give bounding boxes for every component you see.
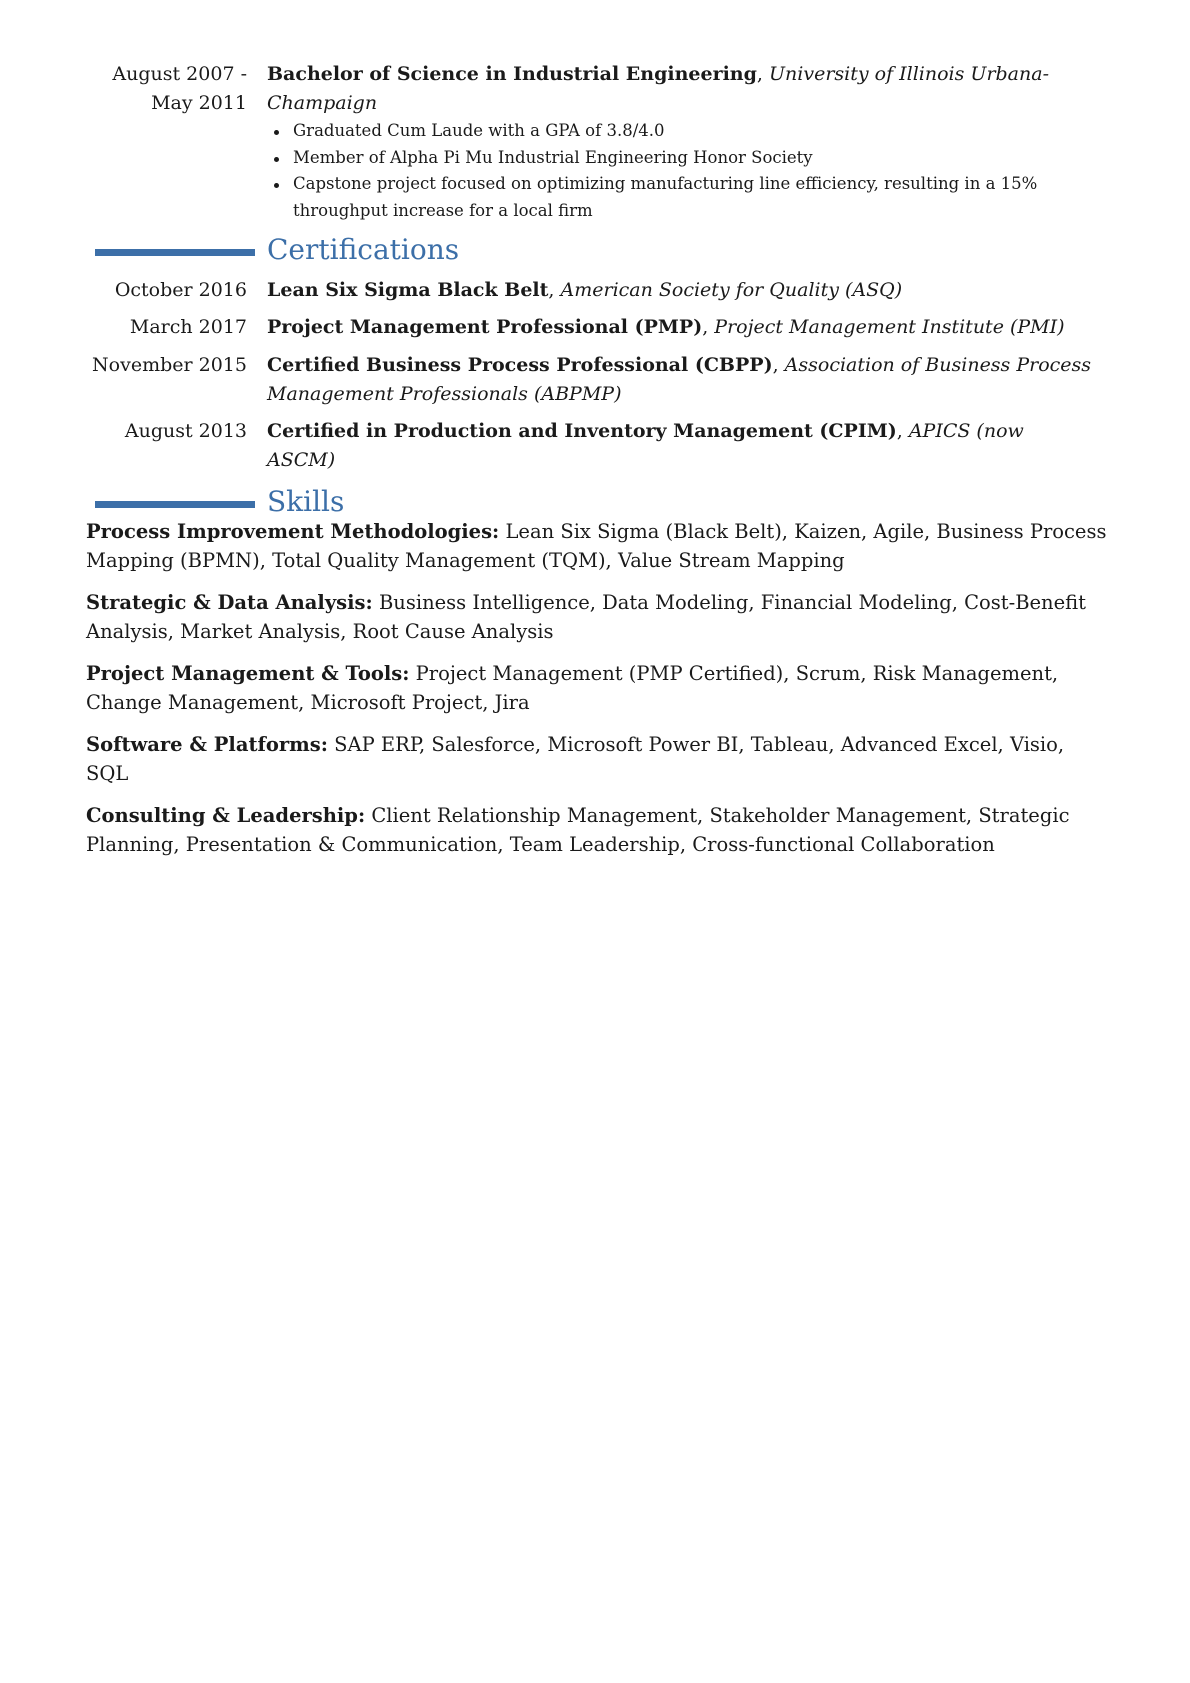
skill-label: Strategic & Data Analysis: [86,591,373,614]
skill-text: SAP ERP, Salesforce, Microsoft Power BI, Tableau, Advanced Excel, Visio, SQL [86,733,1065,785]
certification-title: Certified Business Process Professional (CBPP) [267,354,773,376]
skill-text: Lean Six Sigma (Black Belt), Kaizen, Agile, Business Process Mapping (BPMN), Total Quality Management (TQM), Value Stream Mapping [86,520,1107,572]
skill-label: Project Management & Tools: [86,662,410,685]
skill-label: Software & Platforms: [86,733,328,756]
skill-group [86,588,1111,646]
skill-text: Client Relationship Management, Stakeholder Management, Strategic Planning, Presentation & Communication, Team Leadership, Cross-functional Collaboration [86,804,1070,856]
education-bullet: Member of Alpha Pi Mu Industrial Engineering Honor Society [267,145,1097,172]
certification-title: Project Management Professional (PMP) [267,316,703,338]
certification-title: Certified in Production and Inventory Management (CPIM) [267,420,897,442]
certification-date: November 2015 [92,354,247,376]
skill-text: Business Intelligence, Data Modeling, Financial Modeling, Cost-Benefit Analysis, Market Analysis, Root Cause Analysis [86,591,1087,643]
education-body [267,60,1097,224]
skills-heading: Skills [267,485,345,518]
certification-issuer: APICS (now ASCM) [267,420,1024,471]
skill-group [86,801,1111,859]
education-degree: Bachelor of Science in Industrial Engineering [267,63,757,85]
certification-date: October 2016 [114,279,247,301]
certification-date: August 2013 [124,420,247,442]
certification-issuer: Association of Business Process Management Professionals (ABPMP) [267,354,1092,405]
skill-label: Consulting & Leadership: [86,804,366,827]
education-separator: , [756,63,770,85]
certification-title: Lean Six Sigma Black Belt [267,279,549,301]
education-bullet: Capstone project focused on optimizing manufacturing line efficiency, resulting in a 15% throughput increase for a local firm [267,171,1097,224]
education-date: August 2007 - May 2011 [112,63,247,114]
certification-date: March 2017 [129,316,247,338]
certification-body: Certified in Production and Inventory Management (CPIM), APICS (now ASCM) [267,420,1024,471]
section-rule [95,501,255,508]
skill-text: Project Management (PMP Certified), Scrum, Risk Management, Change Management, Microsoft Project, Jira [86,662,1059,714]
skill-group [86,659,1111,717]
education-school: University of Illinois Urbana-Champaign [267,63,1049,114]
certification-body: Project Management Professional (PMP), Project Management Institute (PMI) [267,316,1065,338]
certification-issuer: American Society for Quality (ASQ) [560,279,903,301]
section-rule [95,249,255,256]
education-bullet: Graduated Cum Laude with a GPA of 3.8/4.0 [267,118,1097,145]
skill-label: Process Improvement Methodologies: [86,520,500,543]
skill-group [86,730,1111,788]
certifications-heading: Certifications [267,233,460,266]
certification-body: Lean Six Sigma Black Belt, American Society for Quality (ASQ) [267,279,903,301]
education-bullets [267,118,1097,224]
skill-group [86,517,1111,575]
certification-body: Certified Business Process Professional (CBPP), Association of Business Process Management Professionals (ABPMP) [267,354,1092,405]
certification-issuer: Project Management Institute (PMI) [714,316,1065,338]
certifications-section-header [0,234,1190,270]
